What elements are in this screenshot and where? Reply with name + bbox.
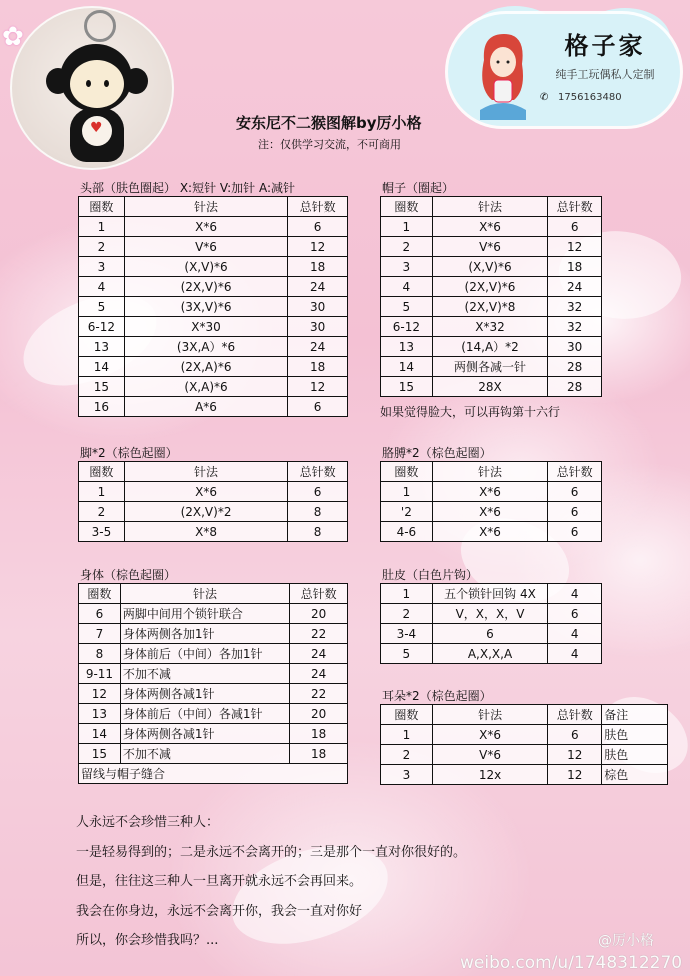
header-stitch: 针法	[432, 705, 548, 725]
cell-total: 18	[290, 724, 348, 744]
cell-total: 6	[548, 522, 602, 542]
table-row	[381, 237, 602, 257]
cell-round: 3	[381, 765, 433, 785]
cell-round: 5	[381, 297, 433, 317]
cell-total: 32	[548, 317, 602, 337]
cell-stitch: 不加不减	[120, 744, 289, 764]
cell-round: '2	[381, 502, 433, 522]
cell-total: 12	[548, 765, 602, 785]
ears-label: 耳朵*2（棕色起圈）	[382, 689, 492, 703]
table-row	[79, 237, 348, 257]
table-row	[79, 664, 348, 684]
cell-total: 12	[548, 745, 602, 765]
monkey-eye	[86, 80, 91, 87]
cell-stitch: V*6	[432, 237, 548, 257]
cell-round: 4	[79, 277, 125, 297]
cell-total: 28	[548, 377, 602, 397]
table-row	[79, 502, 348, 522]
header-round: 圈数	[381, 197, 433, 217]
table-row	[381, 357, 602, 377]
table-row	[381, 604, 602, 624]
cell-round: 12	[79, 684, 121, 704]
page-title	[236, 112, 422, 133]
table-row	[79, 377, 348, 397]
table-row	[381, 377, 602, 397]
cell-round: 3-4	[381, 624, 433, 644]
girl-illustration	[470, 30, 536, 126]
header-remark: 备注	[602, 705, 668, 725]
cell-total: 12	[288, 237, 348, 257]
header-total: 总针数	[548, 462, 602, 482]
table-row	[381, 317, 602, 337]
cell-stitch: (2X,V)*6	[432, 277, 548, 297]
cell-total: 32	[548, 297, 602, 317]
cell-remark: 棕色	[602, 765, 668, 785]
cell-total: 12	[548, 237, 602, 257]
header-round: 圈数	[79, 462, 125, 482]
table-header-row	[381, 705, 668, 725]
cell-round: 4	[381, 277, 433, 297]
cell-stitch: 两脚中间用个锁针联合	[120, 604, 289, 624]
head-label: 头部（肤色圈起） X:短针 V:加针 A:减针	[80, 181, 296, 195]
cell-total: 24	[290, 644, 348, 664]
cell-stitch: (X,V)*6	[432, 257, 548, 277]
cell-total: 24	[290, 664, 348, 684]
cell-round: 2	[381, 745, 433, 765]
table-row	[79, 644, 348, 664]
cell-total: 6	[548, 482, 602, 502]
header-stitch: 针法	[432, 462, 547, 482]
cell-total: 4	[548, 624, 602, 644]
cell-stitch: X*6	[432, 522, 547, 542]
cell-round: 1	[381, 725, 433, 745]
cell-round: 5	[381, 644, 433, 664]
cell-total: 18	[288, 357, 348, 377]
cell-round: 2	[79, 237, 125, 257]
table-header-row	[381, 197, 602, 217]
cell-stitch: (2X,V)*6	[124, 277, 287, 297]
header-total: 总针数	[290, 584, 348, 604]
belly-table	[380, 583, 602, 664]
table-row	[381, 277, 602, 297]
cell-round: 1	[381, 584, 433, 604]
cell-total: 20	[290, 604, 348, 624]
cell-total: 18	[290, 744, 348, 764]
table-row	[79, 317, 348, 337]
cell-total: 22	[290, 624, 348, 644]
table-row	[79, 744, 348, 764]
poem	[76, 808, 466, 956]
table-header-row	[79, 197, 348, 217]
header-stitch: 针法	[124, 462, 287, 482]
title-author: by厉小格	[356, 114, 422, 132]
title-main: 安东尼不二猴图解	[236, 114, 357, 132]
poem-line: 一是轻易得到的；二是永远不会离开的；三是那个一直对你很好的。	[76, 844, 467, 860]
ears-table	[380, 704, 668, 785]
cell-stitch: X*6	[432, 482, 547, 502]
header-stitch: 针法	[124, 197, 287, 217]
cell-round: 1	[381, 217, 433, 237]
cell-stitch: 身体两侧各减1针	[120, 684, 289, 704]
contact-icon: ✆	[540, 92, 549, 103]
cell-stitch: 两侧各减一针	[432, 357, 548, 377]
table-row	[381, 745, 668, 765]
cell-total: 6	[288, 217, 348, 237]
cell-round: 1	[79, 217, 125, 237]
arms-label: 胳膊*2（棕色起圈）	[382, 446, 492, 460]
cell-stitch: 6	[432, 624, 548, 644]
table-row	[79, 704, 348, 724]
cell-round: 3	[79, 257, 125, 277]
table-row	[381, 337, 602, 357]
table-row	[381, 624, 602, 644]
table-row	[381, 584, 602, 604]
cell-stitch: A,X,X,A	[432, 644, 548, 664]
cell-round: 5	[79, 297, 125, 317]
table-row	[79, 337, 348, 357]
cell-total: 18	[548, 257, 602, 277]
table-row	[79, 257, 348, 277]
table-header-row	[79, 462, 348, 482]
cell-round: 6	[79, 604, 121, 624]
table-header-row	[381, 462, 602, 482]
cell-round: 15	[79, 377, 125, 397]
table-row	[79, 482, 348, 502]
cell-round: 13	[79, 337, 125, 357]
poem-line: 我会在你身边，永远不会离开你，我会一直对你好	[76, 903, 363, 919]
cell-stitch: (14,A）*2	[432, 337, 548, 357]
cell-stitch: X*6	[432, 502, 547, 522]
cell-total: 8	[288, 522, 348, 542]
cell-total: 6	[548, 725, 602, 745]
header-total: 总针数	[548, 197, 602, 217]
cell-stitch: (2X,V)*8	[432, 297, 548, 317]
cell-stitch: X*6	[124, 482, 287, 502]
table-row	[381, 765, 668, 785]
cell-stitch: (2X,A)*6	[124, 357, 287, 377]
table-row	[381, 217, 602, 237]
table-row	[79, 357, 348, 377]
poem-line: 人永远不会珍惜三种人：	[76, 815, 220, 830]
cell-stitch: (X,A)*6	[124, 377, 287, 397]
cell-round: 14	[79, 357, 125, 377]
cell-stitch: (2X,V)*2	[124, 502, 287, 522]
table-row	[381, 644, 602, 664]
header-total: 总针数	[548, 705, 602, 725]
header-round: 圈数	[79, 584, 121, 604]
weibo-handle: @厉小格	[598, 933, 654, 949]
cell-round: 14	[79, 724, 121, 744]
cell-round: 2	[79, 502, 125, 522]
cell-total: 6	[548, 217, 602, 237]
cell-total: 20	[290, 704, 348, 724]
head-table	[78, 196, 348, 417]
cell-stitch: V，X，X，V	[432, 604, 548, 624]
cell-stitch: X*30	[124, 317, 287, 337]
cell-round: 2	[381, 237, 433, 257]
cell-stitch: 28X	[432, 377, 548, 397]
cell-total: 30	[288, 317, 348, 337]
cell-remark: 肤色	[602, 725, 668, 745]
cell-stitch: V*6	[124, 237, 287, 257]
header-stitch: 针法	[432, 197, 548, 217]
usage-note: 注：仅供学习交流，不可商用	[258, 138, 401, 151]
cell-stitch: V*6	[432, 745, 548, 765]
cell-round: 14	[381, 357, 433, 377]
monkey-eye	[104, 80, 109, 87]
arms-table	[380, 461, 602, 542]
table-row	[79, 277, 348, 297]
table-row	[381, 482, 602, 502]
cell-round: 15	[381, 377, 433, 397]
cell-round: 13	[79, 704, 121, 724]
cell-total: 30	[548, 337, 602, 357]
hat-label: 帽子（圈起）	[382, 181, 455, 195]
brand-name: 格子家	[564, 31, 646, 60]
header-round: 圈数	[381, 705, 433, 725]
table-row	[79, 604, 348, 624]
table-row	[79, 297, 348, 317]
header-total: 总针数	[288, 462, 348, 482]
table-row	[381, 725, 668, 745]
poem-line: 但是，往往这三种人一旦离开就永远不会再回来。	[76, 874, 363, 889]
cell-round: 1	[79, 482, 125, 502]
cell-round: 7	[79, 624, 121, 644]
doll-photo	[10, 6, 174, 170]
cell-total: 4	[548, 644, 602, 664]
cell-round: 13	[381, 337, 433, 357]
cell-round: 4-6	[381, 522, 433, 542]
cell-round: 8	[79, 644, 121, 664]
belly-label: 肚皮（白色片钩）	[382, 568, 479, 582]
heart-icon: ♥	[90, 120, 103, 136]
cell-remark: 肤色	[602, 745, 668, 765]
cell-total: 6	[288, 397, 348, 417]
cell-total: 30	[288, 297, 348, 317]
cell-round: 3	[381, 257, 433, 277]
cell-stitch: X*6	[124, 217, 287, 237]
table-row	[381, 502, 602, 522]
table-row	[79, 217, 348, 237]
cell-round: 3-5	[79, 522, 125, 542]
header-round: 圈数	[79, 197, 125, 217]
poem-line: 所以，你会珍惜我吗？...	[76, 933, 219, 948]
hat-table	[380, 196, 602, 397]
cell-stitch: 身体前后（中间）各加1针	[120, 644, 289, 664]
cell-total: 22	[290, 684, 348, 704]
body-footer-note: 留线与帽子缝合	[79, 764, 348, 784]
cell-stitch: X*32	[432, 317, 548, 337]
table-row	[79, 522, 348, 542]
header-stitch: 针法	[120, 584, 289, 604]
cell-total: 6	[288, 482, 348, 502]
cell-round: 6-12	[79, 317, 125, 337]
cell-stitch: (X,V)*6	[124, 257, 287, 277]
weibo-url: weibo.com/u/1748312270	[460, 953, 683, 973]
body-table	[78, 583, 348, 784]
cell-round: 6-12	[381, 317, 433, 337]
table-row	[381, 297, 602, 317]
table-row	[79, 624, 348, 644]
feet-label: 脚*2（棕色起圈）	[80, 446, 178, 460]
cell-total: 12	[288, 377, 348, 397]
cell-stitch: 身体两侧各加1针	[120, 624, 289, 644]
table-row	[79, 684, 348, 704]
keyring-icon	[84, 10, 116, 42]
cell-stitch: (3X,V)*6	[124, 297, 287, 317]
brand-contact: 1756163480	[558, 92, 622, 103]
cell-total: 6	[548, 502, 602, 522]
table-row	[381, 257, 602, 277]
hat-tip: 如果觉得脸大，可以再钩第十六行	[380, 405, 561, 419]
table-row	[79, 397, 348, 417]
cell-total: 8	[288, 502, 348, 522]
cell-round: 2	[381, 604, 433, 624]
cell-stitch: X*6	[432, 725, 548, 745]
cell-stitch: 身体两侧各减1针	[120, 724, 289, 744]
cell-total: 18	[288, 257, 348, 277]
table-footer-row	[79, 764, 348, 784]
header-round: 圈数	[381, 462, 433, 482]
feet-table	[78, 461, 348, 542]
cell-stitch: X*8	[124, 522, 287, 542]
table-header-row	[79, 584, 348, 604]
cell-stitch: (3X,A）*6	[124, 337, 287, 357]
cell-stitch: 不加不减	[120, 664, 289, 684]
cell-total: 28	[548, 357, 602, 377]
cell-round: 1	[381, 482, 433, 502]
cell-total: 24	[288, 277, 348, 297]
body-label: 身体（棕色起圈）	[80, 568, 177, 582]
header-total: 总针数	[288, 197, 348, 217]
brand-subtitle: 纯手工玩偶私人定制	[555, 68, 655, 81]
cell-total: 24	[288, 337, 348, 357]
table-row	[79, 724, 348, 744]
table-row	[381, 522, 602, 542]
cell-stitch: 五个锁针回钩 4X	[432, 584, 548, 604]
cell-total: 6	[548, 604, 602, 624]
daisy-icon: ✿	[2, 22, 24, 52]
cell-stitch: 身体前后（中间）各减1针	[120, 704, 289, 724]
cell-stitch: A*6	[124, 397, 287, 417]
cell-round: 16	[79, 397, 125, 417]
cell-round: 9-11	[79, 664, 121, 684]
cell-stitch: 12x	[432, 765, 548, 785]
monkey-face	[70, 60, 124, 108]
cell-total: 24	[548, 277, 602, 297]
cell-total: 4	[548, 584, 602, 604]
cell-stitch: X*6	[432, 217, 548, 237]
cell-round: 15	[79, 744, 121, 764]
